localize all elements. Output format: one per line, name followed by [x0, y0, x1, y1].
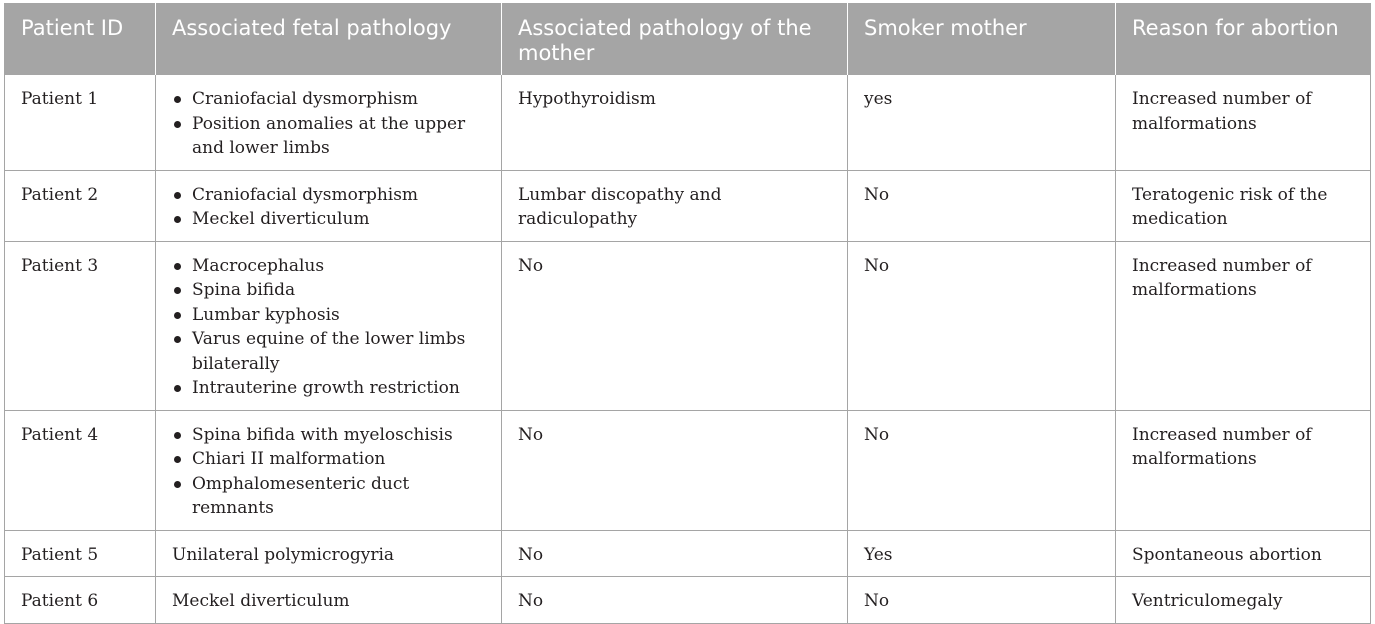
- header-fetal-pathology: Associated fetal pathology: [156, 3, 502, 75]
- list-item: [172, 327, 485, 376]
- mother-pathology-cell: No: [502, 530, 848, 577]
- list-item-text: Spina bifida with myeloschisis: [192, 424, 453, 445]
- reason-for-abortion-cell: Increased number of malformations: [1116, 410, 1371, 530]
- fetal-pathology-cell: [156, 241, 502, 410]
- smoker-mother-cell: No: [848, 410, 1116, 530]
- fetal-pathology-cell: [156, 410, 502, 530]
- list-item: [172, 376, 485, 401]
- list-item: [172, 303, 485, 328]
- header-reason-for-abortion: Reason for abortion: [1116, 3, 1371, 75]
- bullet-icon: [174, 216, 181, 223]
- fetal-pathology-cell: [156, 170, 502, 241]
- bullet-icon: [174, 481, 181, 488]
- fetal-pathology-list: [172, 254, 485, 401]
- mother-pathology-cell: Hypothyroidism: [502, 75, 848, 171]
- fetal-pathology-list: [172, 183, 485, 232]
- reason-for-abortion-cell: Increased number of malformations: [1116, 75, 1371, 171]
- bullet-icon: [174, 96, 181, 103]
- smoker-mother-cell: No: [848, 241, 1116, 410]
- list-item-text: Meckel diverticulum: [192, 209, 370, 229]
- patient-id-cell: Patient 6: [5, 577, 156, 624]
- table-row: [5, 170, 1371, 241]
- bullet-icon: [174, 336, 181, 343]
- mother-pathology-cell: No: [502, 241, 848, 410]
- table-body: [5, 75, 1371, 624]
- list-item-text: Macrocephalus: [192, 255, 325, 276]
- list-item-text: Craniofacial dysmorphism: [192, 89, 419, 109]
- bullet-icon: [174, 312, 181, 319]
- list-item: [172, 87, 485, 112]
- header-mother-pathology: Associated pathology of the mother: [502, 3, 848, 75]
- list-item: [172, 472, 485, 521]
- fetal-pathology-cell: Meckel diverticulum: [156, 577, 502, 624]
- bullet-icon: [174, 456, 181, 463]
- mother-pathology-cell: No: [502, 577, 848, 624]
- reason-for-abortion-cell: Teratogenic risk of the medication: [1116, 170, 1371, 241]
- list-item-text: Varus equine of the lower limbs bilaterally: [192, 329, 466, 374]
- fetal-pathology-cell: [156, 75, 502, 171]
- list-item: [172, 183, 485, 208]
- bullet-icon: [174, 121, 181, 128]
- table-row: [5, 241, 1371, 410]
- bullet-icon: [174, 263, 181, 270]
- bullet-icon: [174, 432, 181, 439]
- bullet-icon: [174, 287, 181, 294]
- header-patient-id: Patient ID: [5, 3, 156, 75]
- table-row: [5, 530, 1371, 577]
- smoker-mother-cell: Yes: [848, 530, 1116, 577]
- mother-pathology-cell: No: [502, 410, 848, 530]
- table-row: [5, 577, 1371, 624]
- smoker-mother-cell: yes: [848, 75, 1116, 171]
- list-item-text: Lumbar kyphosis: [192, 304, 340, 325]
- patient-id-cell: Patient 3: [5, 241, 156, 410]
- list-item: [172, 207, 485, 232]
- patient-id-cell: Patient 4: [5, 410, 156, 530]
- fetal-pathology-list: [172, 87, 485, 161]
- list-item-text: Position anomalies at the upper and lower limbs: [192, 113, 466, 158]
- patient-id-cell: Patient 5: [5, 530, 156, 577]
- list-item: [172, 278, 485, 303]
- reason-for-abortion-cell: Spontaneous abortion: [1116, 530, 1371, 577]
- bullet-icon: [174, 385, 181, 392]
- patient-table: [4, 3, 1371, 624]
- list-item-text: Intrauterine growth restriction: [192, 378, 460, 398]
- list-item: [172, 423, 485, 448]
- fetal-pathology-cell: Unilateral polymicrogyria: [156, 530, 502, 577]
- fetal-pathology-list: [172, 423, 485, 521]
- list-item: [172, 447, 485, 472]
- bullet-icon: [174, 192, 181, 199]
- table-row: [5, 75, 1371, 171]
- list-item: [172, 112, 485, 161]
- header-row: [5, 3, 1371, 75]
- list-item: [172, 254, 485, 279]
- list-item-text: Chiari II malformation: [192, 449, 386, 469]
- list-item-text: Omphalomesenteric duct remnants: [192, 473, 410, 518]
- patient-id-cell: Patient 1: [5, 75, 156, 171]
- smoker-mother-cell: No: [848, 170, 1116, 241]
- patient-id-cell: Patient 2: [5, 170, 156, 241]
- reason-for-abortion-cell: Ventriculomegaly: [1116, 577, 1371, 624]
- list-item-text: Craniofacial dysmorphism: [192, 184, 419, 205]
- smoker-mother-cell: No: [848, 577, 1116, 624]
- table-row: [5, 410, 1371, 530]
- list-item-text: Spina bifida: [192, 280, 296, 300]
- reason-for-abortion-cell: Increased number of malformations: [1116, 241, 1371, 410]
- table-header: [5, 3, 1371, 75]
- header-smoker-mother: Smoker mother: [848, 3, 1116, 75]
- mother-pathology-cell: Lumbar discopathy and radiculopathy: [502, 170, 848, 241]
